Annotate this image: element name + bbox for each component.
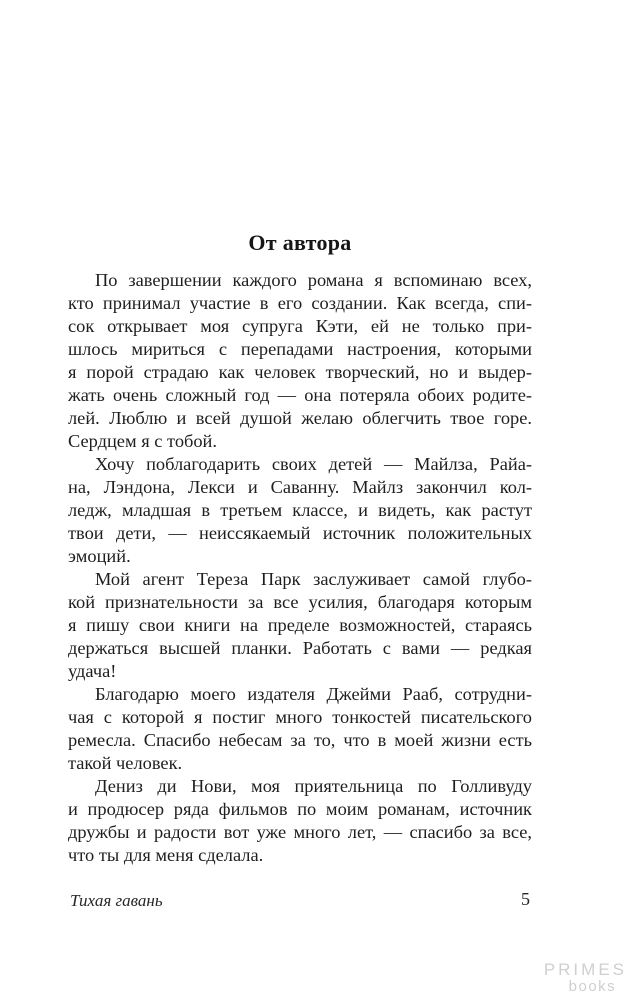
text-line: на, Лэндона, Лекси и Саванну. Майлз закончил кол- <box>68 477 532 497</box>
footer-book-title: Тихая гавань <box>70 891 163 910</box>
text-line: лей. Люблю и всей душой желаю облегчить твое горе. <box>68 408 532 428</box>
paragraph <box>68 568 532 683</box>
text-line: Хочу поблагодарить своих детей — Майлза, Райа- <box>95 454 532 474</box>
text-line: кой признательности за все усилия, благодаря которым <box>68 592 532 612</box>
text-line: ремесла. Спасибо небесам за то, что в моей жизни есть <box>68 730 532 750</box>
text-line: По завершении каждого романа я вспоминаю всех, <box>95 270 532 290</box>
publisher-watermark <box>544 961 627 994</box>
text-line: держаться высшей планки. Работать с вами — редкая <box>68 638 532 658</box>
paragraph <box>68 453 532 568</box>
text-line: я порой страдаю как человек творческий, но и выдер- <box>68 362 532 382</box>
body-text <box>68 269 532 867</box>
text-line: чая с которой я постиг много тонкостей писательского <box>68 707 532 727</box>
text-line: жать очень сложный год — она потеряла обоих родите- <box>68 385 532 405</box>
text-line: дружбы и радости вот уже много лет, — спасибо за все, <box>68 822 532 842</box>
footer-page-number: 5 <box>521 889 530 909</box>
paragraph <box>68 775 532 867</box>
text-line: удача! <box>68 661 117 681</box>
text-line: я пишу свои книги на пределе возможностей, стараясь <box>68 615 532 635</box>
publisher-watermark-sub: books <box>568 978 617 995</box>
paragraph <box>68 683 532 775</box>
text-line: ледж, младшая в третьем классе, и видеть, как растут <box>68 500 532 520</box>
text-line: Дениз ди Нови, моя приятельница по Голливуду <box>95 776 532 796</box>
text-line: такой человек. <box>68 753 183 773</box>
paragraph <box>68 269 532 453</box>
text-line: сок открывает моя супруга Кэти, ей не только при- <box>68 316 532 336</box>
text-line: шлось мириться с перепадами настроения, которыми <box>68 339 532 359</box>
text-line: Сердцем я с тобой. <box>68 431 218 451</box>
text-line: Благодарю моего издателя Джейми Рааб, сотрудни- <box>95 684 532 704</box>
text-line: и продюсер ряда фильмов по моим романам, источник <box>68 799 532 819</box>
publisher-watermark-brand: PRIMES <box>543 960 627 979</box>
text-line: твои дети, — неиссякаемый источник положительных <box>68 523 532 543</box>
text-line: Мой агент Тереза Парк заслуживает самой глубо- <box>95 569 532 589</box>
text-line: что ты для меня сделала. <box>68 845 264 865</box>
text-line: эмоций. <box>68 546 131 566</box>
page-title: От автора <box>248 230 352 255</box>
text-line: кто принимал участие в его создании. Как всегда, спи- <box>68 293 532 313</box>
